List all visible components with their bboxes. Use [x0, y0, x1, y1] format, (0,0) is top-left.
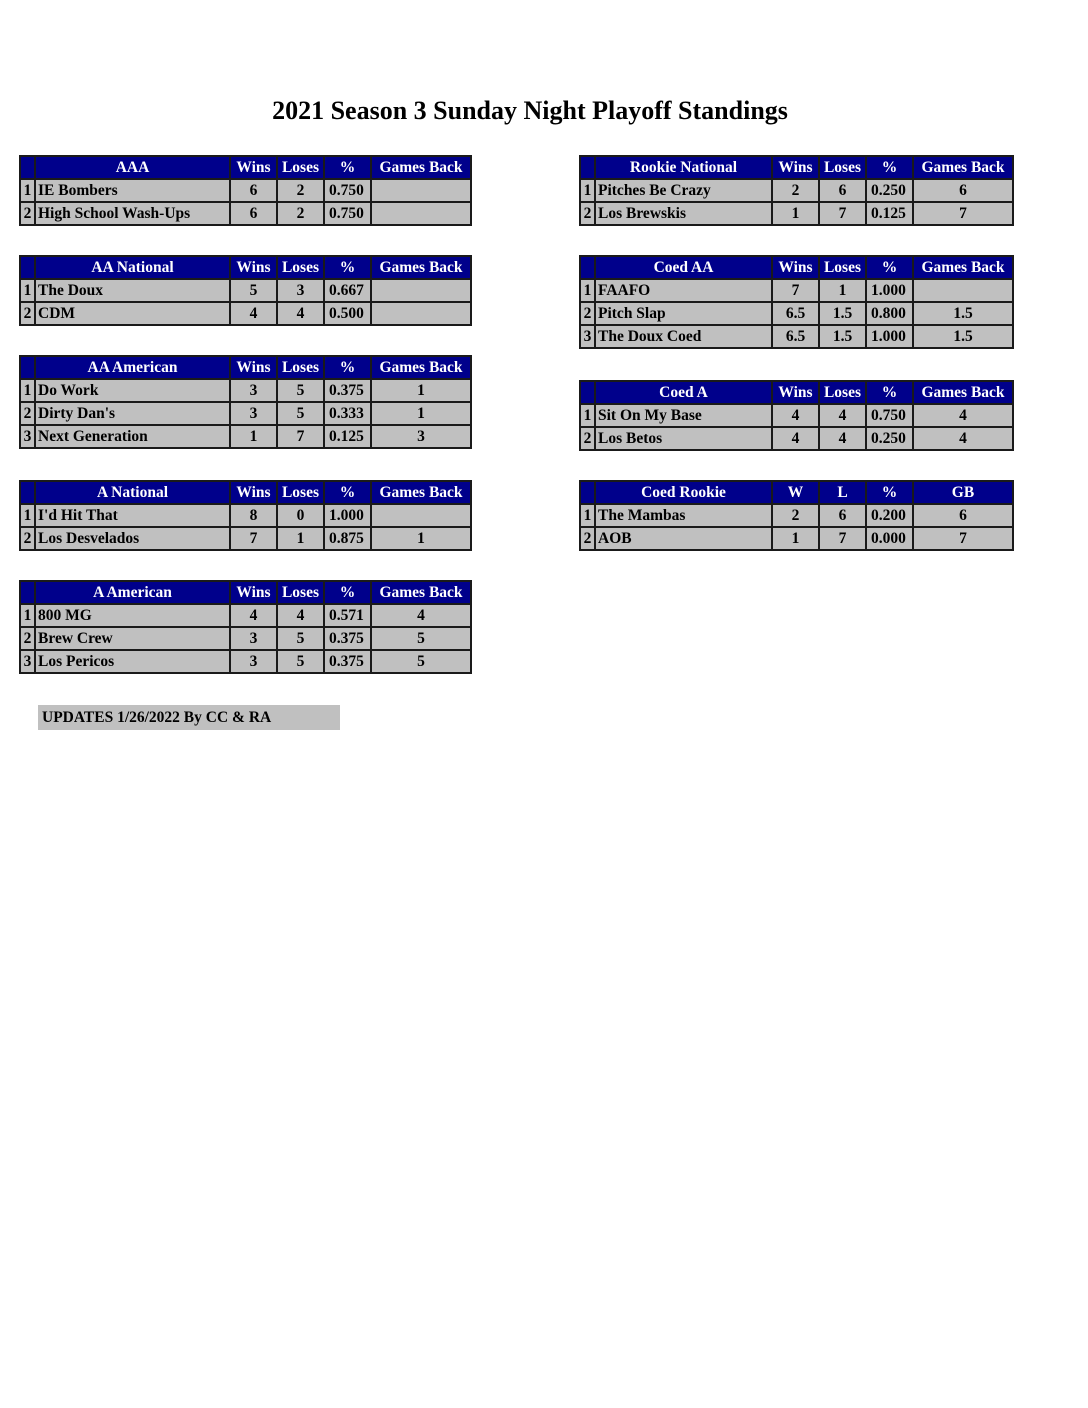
pct-header: % [324, 581, 371, 604]
pct-header: % [866, 156, 913, 179]
team-name: Los Betos [595, 427, 772, 450]
rank-header [20, 256, 35, 279]
wins: 2 [772, 504, 819, 527]
games-back-header: Games Back [371, 256, 471, 279]
games-back: 1.5 [913, 302, 1013, 325]
win-pct: 0.375 [324, 627, 371, 650]
rank: 3 [20, 650, 35, 673]
win-pct: 0.000 [866, 527, 913, 550]
wins: 7 [230, 527, 277, 550]
rank-header [580, 156, 595, 179]
table-header-row [20, 481, 471, 504]
wins: 1 [772, 202, 819, 225]
rank: 2 [580, 302, 595, 325]
losses-header: Loses [819, 156, 866, 179]
table-header-row [580, 156, 1013, 179]
rank: 2 [580, 527, 595, 550]
wins: 6 [230, 179, 277, 202]
wins: 3 [230, 402, 277, 425]
table-row [580, 527, 1013, 550]
win-pct: 0.375 [324, 379, 371, 402]
wins-header: Wins [230, 356, 277, 379]
win-pct: 0.750 [324, 202, 371, 225]
games-back: 7 [913, 202, 1013, 225]
table-row [20, 402, 471, 425]
division-name: Coed Rookie [595, 481, 772, 504]
standings-table-a-national [19, 480, 472, 551]
team-name: CDM [35, 302, 230, 325]
wins-header: Wins [230, 156, 277, 179]
rank-header [580, 481, 595, 504]
losses: 4 [277, 604, 324, 627]
games-back: 4 [913, 427, 1013, 450]
win-pct: 0.125 [866, 202, 913, 225]
win-pct: 0.750 [866, 404, 913, 427]
table-header-row [580, 381, 1013, 404]
games-back: 1.5 [913, 325, 1013, 348]
losses-header: Loses [277, 156, 324, 179]
games-back-header: Games Back [913, 381, 1013, 404]
wins: 4 [772, 427, 819, 450]
rank: 1 [20, 279, 35, 302]
standings-table-aaa [19, 155, 472, 226]
wins: 4 [230, 302, 277, 325]
wins: 1 [230, 425, 277, 448]
win-pct: 0.667 [324, 279, 371, 302]
games-back: 6 [913, 504, 1013, 527]
win-pct: 1.000 [866, 325, 913, 348]
games-back [371, 279, 471, 302]
rank: 2 [20, 627, 35, 650]
team-name: The Doux Coed [595, 325, 772, 348]
rank-header [20, 481, 35, 504]
table-row [20, 527, 471, 550]
table-row [580, 404, 1013, 427]
wins-header: Wins [772, 256, 819, 279]
division-name: AA National [35, 256, 230, 279]
wins-header: Wins [230, 256, 277, 279]
updates-note: UPDATES 1/26/2022 By CC & RA [38, 705, 340, 730]
losses: 5 [277, 627, 324, 650]
games-back: 5 [371, 627, 471, 650]
games-back: 4 [913, 404, 1013, 427]
rank: 2 [20, 202, 35, 225]
table-row [20, 302, 471, 325]
games-back [371, 202, 471, 225]
table-row [580, 202, 1013, 225]
team-name: AOB [595, 527, 772, 550]
games-back [371, 179, 471, 202]
table-header-row [580, 256, 1013, 279]
wins-header: Wins [772, 156, 819, 179]
losses: 2 [277, 202, 324, 225]
losses: 6 [819, 179, 866, 202]
team-name: Pitch Slap [595, 302, 772, 325]
games-back: 5 [371, 650, 471, 673]
games-back-header: Games Back [371, 156, 471, 179]
games-back-header: GB [913, 481, 1013, 504]
wins: 5 [230, 279, 277, 302]
games-back: 4 [371, 604, 471, 627]
losses: 1 [819, 279, 866, 302]
wins: 3 [230, 627, 277, 650]
losses-header: Loses [277, 581, 324, 604]
games-back: 7 [913, 527, 1013, 550]
rank: 2 [20, 402, 35, 425]
rank: 1 [580, 404, 595, 427]
wins: 4 [230, 604, 277, 627]
table-header-row [20, 581, 471, 604]
losses-header: L [819, 481, 866, 504]
losses: 1.5 [819, 325, 866, 348]
division-name: AAA [35, 156, 230, 179]
losses: 1.5 [819, 302, 866, 325]
games-back-header: Games Back [371, 356, 471, 379]
team-name: IE Bombers [35, 179, 230, 202]
losses: 4 [819, 404, 866, 427]
table-row [20, 202, 471, 225]
division-name: AA American [35, 356, 230, 379]
games-back [913, 279, 1013, 302]
losses: 7 [819, 202, 866, 225]
win-pct: 0.250 [866, 179, 913, 202]
team-name: Next Generation [35, 425, 230, 448]
table-row [20, 425, 471, 448]
games-back: 3 [371, 425, 471, 448]
table-row [580, 302, 1013, 325]
losses: 5 [277, 379, 324, 402]
team-name: Dirty Dan's [35, 402, 230, 425]
standings-table-coed-rookie [579, 480, 1014, 551]
rank: 3 [20, 425, 35, 448]
table-row [20, 279, 471, 302]
table-row [580, 179, 1013, 202]
losses: 3 [277, 279, 324, 302]
wins-header: Wins [230, 581, 277, 604]
rank-header [580, 256, 595, 279]
losses-header: Loses [819, 381, 866, 404]
table-header-row [20, 256, 471, 279]
games-back: 1 [371, 379, 471, 402]
games-back [371, 302, 471, 325]
standings-table-a-american [19, 580, 472, 674]
losses: 5 [277, 650, 324, 673]
table-row [580, 279, 1013, 302]
table-row [20, 627, 471, 650]
win-pct: 1.000 [324, 504, 371, 527]
wins: 1 [772, 527, 819, 550]
games-back-header: Games Back [913, 256, 1013, 279]
standings-table-rookie-national [579, 155, 1014, 226]
games-back-header: Games Back [913, 156, 1013, 179]
losses-header: Loses [277, 256, 324, 279]
games-back-header: Games Back [371, 581, 471, 604]
losses: 7 [819, 527, 866, 550]
pct-header: % [324, 256, 371, 279]
pct-header: % [324, 481, 371, 504]
win-pct: 0.250 [866, 427, 913, 450]
table-row [580, 325, 1013, 348]
win-pct: 0.200 [866, 504, 913, 527]
standings-table-coed-aa [579, 255, 1014, 349]
wins: 3 [230, 379, 277, 402]
win-pct: 0.125 [324, 425, 371, 448]
win-pct: 0.333 [324, 402, 371, 425]
losses: 7 [277, 425, 324, 448]
losses-header: Loses [277, 481, 324, 504]
team-name: Brew Crew [35, 627, 230, 650]
table-row [20, 504, 471, 527]
wins: 4 [772, 404, 819, 427]
standings-table-coed-a [579, 380, 1014, 451]
losses: 0 [277, 504, 324, 527]
wins: 7 [772, 279, 819, 302]
pct-header: % [324, 156, 371, 179]
losses: 4 [277, 302, 324, 325]
win-pct: 0.500 [324, 302, 371, 325]
team-name: Los Pericos [35, 650, 230, 673]
rank-header [20, 156, 35, 179]
rank-header [20, 581, 35, 604]
table-row [580, 427, 1013, 450]
rank: 1 [580, 504, 595, 527]
wins-header: W [772, 481, 819, 504]
games-back: 1 [371, 527, 471, 550]
losses-header: Loses [277, 356, 324, 379]
pct-header: % [866, 256, 913, 279]
wins-header: Wins [772, 381, 819, 404]
team-name: Los Brewskis [595, 202, 772, 225]
table-header-row [20, 356, 471, 379]
win-pct: 0.875 [324, 527, 371, 550]
losses: 6 [819, 504, 866, 527]
table-row [20, 650, 471, 673]
rank: 1 [580, 179, 595, 202]
team-name: The Mambas [595, 504, 772, 527]
page-title: 2021 Season 3 Sunday Night Playoff Standings [272, 96, 788, 125]
wins: 6 [230, 202, 277, 225]
rank: 1 [580, 279, 595, 302]
rank: 2 [20, 302, 35, 325]
rank: 2 [580, 202, 595, 225]
wins: 8 [230, 504, 277, 527]
rank: 3 [580, 325, 595, 348]
games-back-header: Games Back [371, 481, 471, 504]
wins: 6.5 [772, 325, 819, 348]
table-row [20, 179, 471, 202]
rank: 1 [20, 179, 35, 202]
division-name: A American [35, 581, 230, 604]
rank: 1 [20, 379, 35, 402]
division-name: Rookie National [595, 156, 772, 179]
wins: 6.5 [772, 302, 819, 325]
wins-header: Wins [230, 481, 277, 504]
table-header-row [580, 481, 1013, 504]
rank: 1 [20, 604, 35, 627]
losses: 4 [819, 427, 866, 450]
rank-header [580, 381, 595, 404]
losses: 1 [277, 527, 324, 550]
division-name: A National [35, 481, 230, 504]
losses-header: Loses [819, 256, 866, 279]
pct-header: % [866, 381, 913, 404]
team-name: High School Wash-Ups [35, 202, 230, 225]
division-name: Coed AA [595, 256, 772, 279]
rank-header [20, 356, 35, 379]
win-pct: 1.000 [866, 279, 913, 302]
games-back: 1 [371, 402, 471, 425]
standings-table-aa-national [19, 255, 472, 326]
table-row [20, 604, 471, 627]
team-name: Los Desvelados [35, 527, 230, 550]
win-pct: 0.571 [324, 604, 371, 627]
team-name: I'd Hit That [35, 504, 230, 527]
team-name: Pitches Be Crazy [595, 179, 772, 202]
wins: 2 [772, 179, 819, 202]
team-name: Do Work [35, 379, 230, 402]
team-name: The Doux [35, 279, 230, 302]
table-header-row [20, 156, 471, 179]
team-name: Sit On My Base [595, 404, 772, 427]
rank: 2 [580, 427, 595, 450]
team-name: FAAFO [595, 279, 772, 302]
wins: 3 [230, 650, 277, 673]
team-name: 800 MG [35, 604, 230, 627]
win-pct: 0.750 [324, 179, 371, 202]
pct-header: % [324, 356, 371, 379]
table-row [580, 504, 1013, 527]
standings-table-aa-american [19, 355, 472, 449]
rank: 1 [20, 504, 35, 527]
games-back: 6 [913, 179, 1013, 202]
division-name: Coed A [595, 381, 772, 404]
losses: 2 [277, 179, 324, 202]
rank: 2 [20, 527, 35, 550]
games-back [371, 504, 471, 527]
win-pct: 0.375 [324, 650, 371, 673]
losses: 5 [277, 402, 324, 425]
pct-header: % [866, 481, 913, 504]
win-pct: 0.800 [866, 302, 913, 325]
table-row [20, 379, 471, 402]
